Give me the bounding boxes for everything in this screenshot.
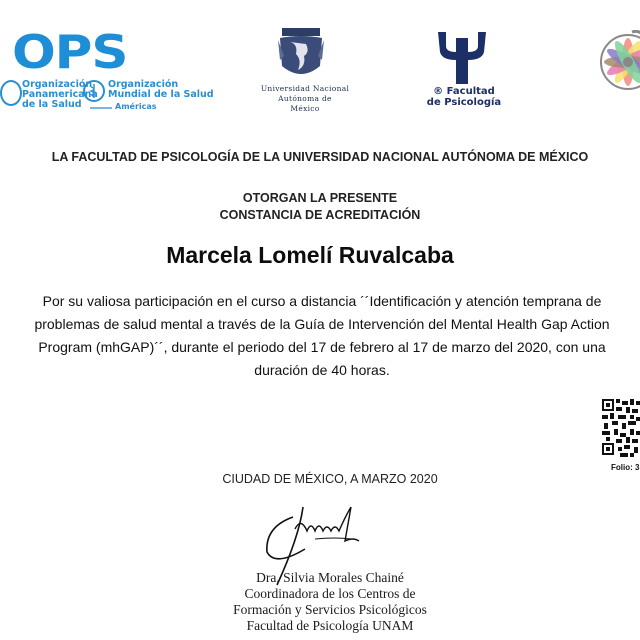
- folio-label: Folio: 3: [611, 463, 640, 472]
- signer-title-3: Facultad de Psicología UNAM: [246, 618, 414, 633]
- unam-line-2: Autónoma de: [278, 94, 332, 103]
- recipient-name: Marcela Lomelí Ruvalcaba: [166, 242, 454, 268]
- grant-line-2: CONSTANCIA DE ACREDITACIÓN: [219, 208, 421, 222]
- signer-title-1: Coordinadora de los Centros de: [244, 586, 416, 601]
- unam-line-1: Universidad Nacional: [260, 84, 350, 93]
- signer-title-2: Formación y Servicios Psicológicos: [233, 602, 427, 617]
- unam-line-3: México: [290, 104, 320, 113]
- ops-logo-wordmark: OPS: [12, 25, 128, 79]
- who-region-text: Américas: [115, 102, 157, 111]
- psi-symbol-icon: [434, 28, 490, 86]
- grant-line-1: OTORGAN LA PRESENTE: [242, 191, 398, 205]
- paho-line-3: de la Salud: [22, 99, 82, 110]
- unam-shield-icon: [276, 26, 326, 82]
- paho-line-1: Organización: [22, 79, 93, 90]
- who-line-2: Mundial de la Salud: [108, 89, 214, 100]
- institution-heading: LA FACULTAD DE PSICOLOGÍA DE LA UNIVERSIDAD NACIONAL AUTÓNOMA DE MÉXICO: [51, 150, 589, 164]
- psicologia-logo-text: [424, 86, 504, 108]
- psi-line-1: ® Facultad: [433, 86, 495, 97]
- certificate-body-text: Por su valiosa participación en el curso a distancia ´´Identificación y atención temprana de problemas de salud mental a través de la Guía de Intervención del Mental Health Gap Action Program (mhGAP)´´, durante el periodo del 17 de febrero al 17 de marzo del 2020, con una duración de 40 horas.: [34, 293, 610, 378]
- signer-block: [210, 570, 450, 634]
- psi-line-2: de Psicología: [426, 97, 502, 108]
- signer-name: Dra. Silvia Morales Chainé: [256, 570, 404, 585]
- who-logo-text: [108, 80, 214, 100]
- colorful-wheel-logo-icon: [598, 30, 640, 90]
- who-line-1: Organización: [108, 79, 179, 90]
- who-region-label: [90, 102, 157, 111]
- qr-code: [600, 399, 640, 459]
- paho-line-2: Panamericana: [22, 89, 98, 100]
- paho-globe-icon: [0, 80, 22, 106]
- place-date: CIUDAD DE MÉXICO, A MARZO 2020: [222, 472, 438, 486]
- unam-logo-text: [250, 84, 360, 114]
- region-underline: [90, 107, 112, 109]
- grant-heading: [0, 190, 640, 224]
- who-emblem-icon: [83, 80, 105, 102]
